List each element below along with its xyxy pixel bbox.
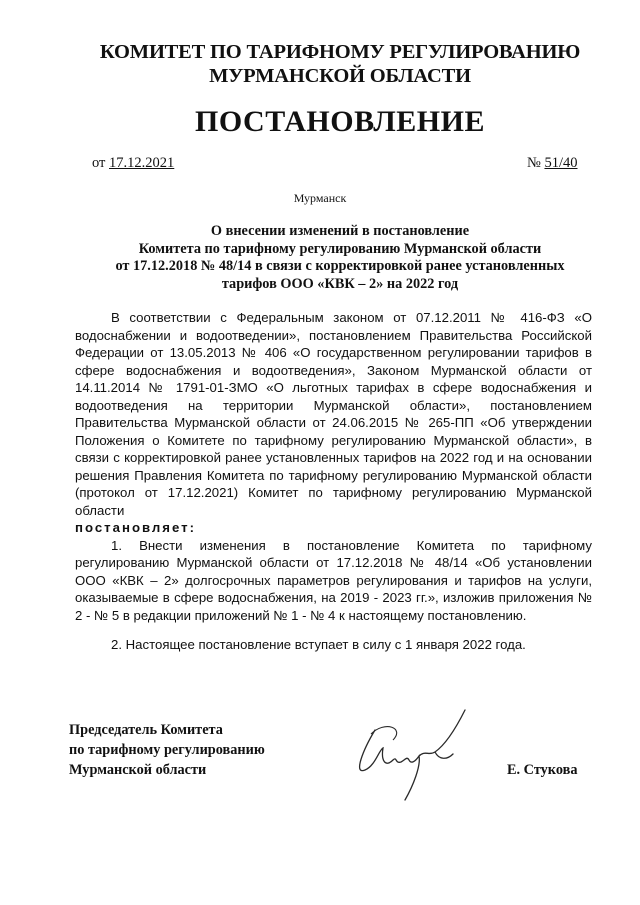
city: Мурманск — [293, 191, 347, 205]
subject-line-3: от 17.12.2018 № 48/14 в связи с корректировкой ранее установленных — [115, 258, 565, 275]
subject-line-2: Комитета по тарифному регулированию Мурманской области — [138, 240, 542, 257]
signatory-title-line-2: по тарифному регулированию — [69, 742, 265, 758]
document-number — [527, 155, 578, 172]
date-prefix: от — [92, 155, 106, 171]
number-value: 51/40 — [544, 155, 578, 171]
subject-line-1: О внесении изменений в постановление — [210, 223, 470, 239]
signatory-title — [69, 720, 265, 780]
document-date — [92, 155, 174, 172]
subject-line-4: тарифов ООО «КВК – 2» на 2022 год — [221, 275, 459, 292]
item-1-paragraph: 1. Внести изменения в постановление Комитета по тарифному регулированию Мурманской области от 17.12.2018 № 48/14 «Об установлении ООО «КВК – 2» долгосрочных параметров регулирования и тарифов на услуги, оказываемые в сфере водоснабжения, на 2019 - 2023 гг.», изложив приложения № 2 - № 5 в редакции приложений № 1 - № 4 к настоящему постановлению. — [75, 537, 592, 623]
document-subject — [70, 223, 610, 293]
document-type: ПОСТАНОВЛЕНИЕ — [195, 105, 485, 138]
organization-name — [60, 40, 620, 88]
signatory-title-line-1: Председатель Комитета — [69, 722, 223, 738]
number-prefix: № — [527, 155, 541, 171]
document-body — [75, 309, 592, 654]
org-line-2: МУРМАНСКОЙ ОБЛАСТИ — [209, 65, 471, 87]
date-value: 17.12.2021 — [109, 155, 175, 171]
signatory-title-line-3: Мурманской области — [69, 762, 207, 778]
signatory-name: Е. Стукова — [507, 762, 578, 778]
handwritten-signature — [335, 690, 475, 810]
resolves-keyword: постановляет: — [75, 520, 197, 535]
org-line-1: КОМИТЕТ ПО ТАРИФНОМУ РЕГУЛИРОВАНИЮ — [99, 41, 581, 63]
preamble-paragraph: В соответствии с Федеральным законом от 07.12.2011 № 416-ФЗ «О водоснабжении и водоотведении», постановлением Правительства Российской Федерации от 13.05.2013 № 406 «О государственном регулировании тарифов в сфере водоснабжения и водоотведения», Законом Мурманской области от 14.11.2014 № 1791-01-ЗМО «О льготных тарифах в сфере водоснабжения и водоотведения на территории Мурманской области», постановлением Правительства Мурманской области от 24.06.2015 № 265-ПП «Об утверждении Положения о Комитете по тарифному регулированию Мурманской области», в связи с корректировкой ранее установленных тарифов на 2022 год и на основании решения Правления Комитета по тарифному регулированию Мурманской области (протокол от 17.12.2021) Комитет по тарифному регулированию Мурманской области — [75, 310, 592, 518]
item-2-paragraph: 2. Настоящее постановление вступает в силу с 1 января 2022 года. — [111, 637, 526, 652]
